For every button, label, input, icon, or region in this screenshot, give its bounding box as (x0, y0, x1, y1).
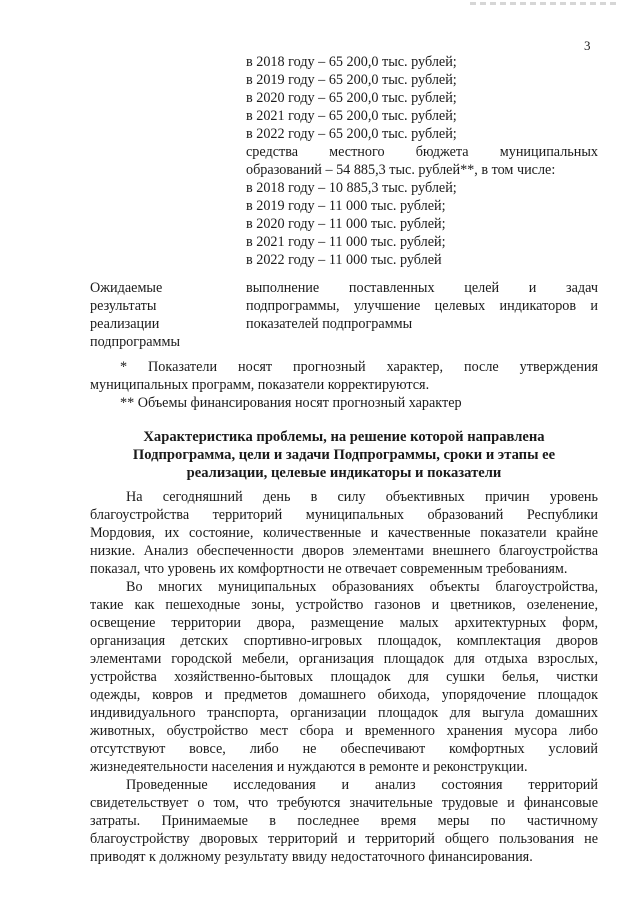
regional-year-2021: в 2021 году – 65 200,0 тыс. рублей; (246, 108, 457, 124)
para1-line: низкие. Анализ обеспеченности дворов элементами внешнего благоустройства (90, 543, 598, 559)
para2-line: элементами городской мебели, организация площадок для отдыха взрослых, (90, 651, 598, 667)
local-year-2018: в 2018 году – 10 885,3 тыс. рублей; (246, 180, 457, 196)
expected-label-line3: реализации (90, 316, 160, 332)
para3-line: затраты. Принимаемые в последнее время меры по частичному (90, 813, 598, 829)
para2-line: отсутствуют вовсе, либо не обеспечивают комфортных условий (90, 741, 598, 757)
note1-line2: муниципальных программ, показатели корректируются. (90, 377, 430, 393)
local-year-2021: в 2021 году – 11 000 тыс. рублей; (246, 234, 446, 250)
para3-line: приводят к должному результату ввиду недостаточного финансирования. (90, 849, 533, 865)
section-heading-line2: Подпрограмма, цели и задачи Подпрограммы, сроки и этапы ее (132, 447, 556, 463)
note2: ** Объемы финансирования носят прогнозный характер (120, 395, 462, 411)
regional-year-2018: в 2018 году – 65 200,0 тыс. рублей; (246, 54, 457, 70)
para3-line: Проведенные исследования и анализ состояния территорий (126, 777, 598, 793)
local-year-2022: в 2022 году – 11 000 тыс. рублей (246, 252, 442, 268)
para3-line: свидетельствует о том, что требуются значительные трудовые и финансовые (90, 795, 598, 811)
regional-year-2022: в 2022 году – 65 200,0 тыс. рублей; (246, 126, 457, 142)
para2-line: жизнедеятельности населения и нуждаются в ремонте и реконструкции. (90, 759, 528, 775)
expected-label-line1: Ожидаемые (90, 280, 163, 296)
regional-year-2020: в 2020 году – 65 200,0 тыс. рублей; (246, 90, 457, 106)
para2-line: Во многих муниципальных образованиях объекты благоустройства, (126, 579, 598, 595)
expected-value-line3: показателей подпрограммы (246, 316, 413, 332)
section-heading-line1: Характеристика проблемы, на решение которой направлена (143, 429, 545, 445)
page-number: 3 (584, 38, 591, 53)
para2-line: устройства хозяйственно-бытовых площадок для сушки белья, чистки (90, 669, 598, 685)
para1-line: показал, что уровень их комфортности не отвечает современным требованиям. (90, 561, 568, 577)
section-heading-line3: реализации, целевые индикаторы и показатели (186, 465, 502, 481)
regional-year-2019: в 2019 году – 65 200,0 тыс. рублей; (246, 72, 457, 88)
para2-line: организация детских спортивно-игровых площадок, комплектация дворов (90, 633, 598, 649)
local-budget-line2: образований – 54 885,3 тыс. рублей**, в том числе: (246, 162, 556, 178)
expected-label-line2: результаты (90, 298, 157, 314)
expected-value-line1: выполнение поставленных целей и задач (246, 280, 598, 296)
expected-value-line2: подпрограммы, улучшение целевых индикаторов и (246, 298, 598, 314)
para2-line: животных, обустройство мест сбора и временного хранения мусора либо (90, 723, 598, 739)
scan-artifact (470, 2, 620, 5)
para2-line: освещение территории двора, размещение малых архитектурных форм, (90, 615, 598, 631)
note1-line1: * Показатели носят прогнозный характер, после утверждения (120, 359, 598, 375)
para2-line: такие как пешеходные зоны, устройство газонов и цветников, озеленение, (90, 597, 598, 613)
para1-line: Мордовия, их состояние, количественные и качественные показатели крайне (90, 525, 598, 541)
expected-label-line4: подпрограммы (90, 334, 180, 350)
local-year-2019: в 2019 году – 11 000 тыс. рублей; (246, 198, 446, 214)
para2-line: одежды, ковров и предметов домашнего обихода, упорядочение площадок (90, 687, 598, 703)
local-budget-line1: средства местного бюджета муниципальных (246, 144, 598, 160)
local-year-2020: в 2020 году – 11 000 тыс. рублей; (246, 216, 446, 232)
para3-line: благоустройству дворовых территорий и территорий общего пользования не (90, 831, 598, 847)
para1-line: На сегодняшний день в силу объективных причин уровень (126, 489, 598, 505)
para2-line: индивидуального транспорта, организации площадок для выгула домашних (90, 705, 598, 721)
para1-line: благоустройства территорий муниципальных образований Республики (90, 507, 598, 523)
